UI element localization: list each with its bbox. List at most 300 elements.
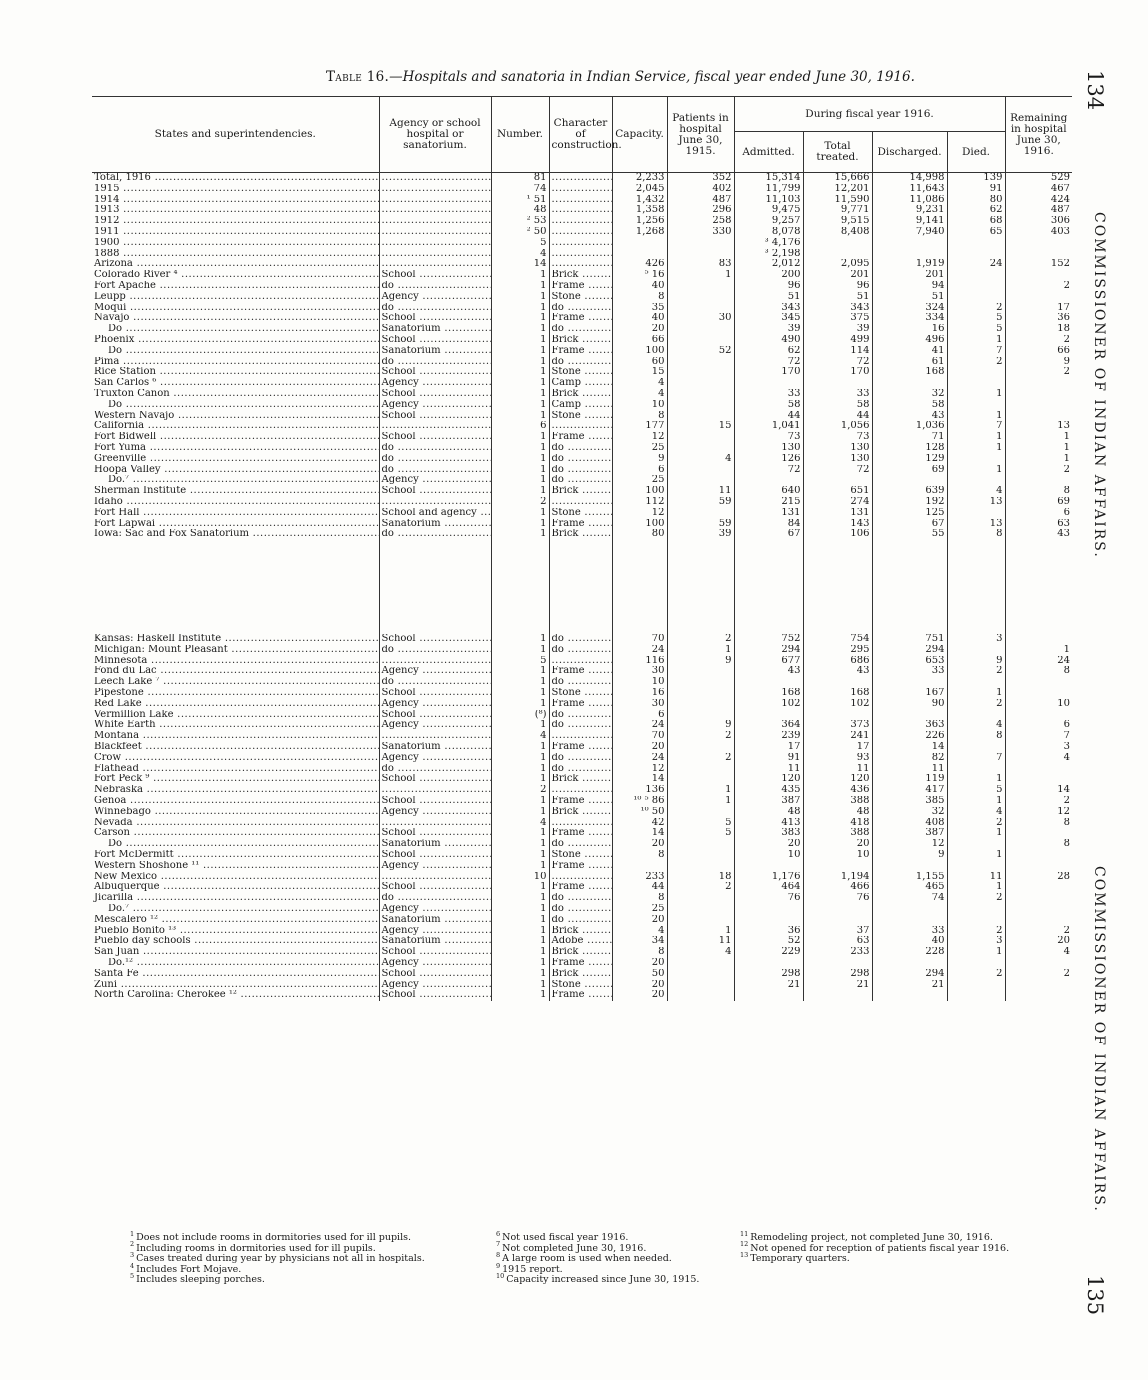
- cell-treated: 10: [803, 850, 872, 861]
- cell-agency: [379, 173, 491, 184]
- cell-capacity: 20: [612, 839, 667, 850]
- cell-admitted: 298: [734, 969, 803, 980]
- cell-died: [947, 270, 1005, 281]
- cell-agency: School .....: [379, 969, 491, 980]
- cell-admitted: 677: [734, 656, 803, 667]
- cell-died: 7: [947, 421, 1005, 432]
- cell-discharged: 228: [872, 947, 947, 958]
- cell-patients: [667, 710, 734, 721]
- cell-discharged: 496: [872, 335, 947, 346]
- cell-remaining: 152: [1005, 259, 1072, 270]
- row-name: Crow .....: [92, 753, 379, 764]
- row-name: Santa Fe .....: [92, 969, 379, 980]
- row-name: White Earth .....: [92, 720, 379, 731]
- cell-discharged: [872, 710, 947, 721]
- cell-treated: 754: [803, 634, 872, 645]
- cell-discharged: 41: [872, 346, 947, 357]
- row-name: Genoa .....: [92, 796, 379, 807]
- cell-died: 1: [947, 688, 1005, 699]
- cell-admitted: 15,314: [734, 173, 803, 184]
- cell-agency: Agency .....: [379, 699, 491, 710]
- hospitals-table: [92, 96, 1072, 1001]
- cell-remaining: 14: [1005, 785, 1072, 796]
- cell-admitted: 10: [734, 850, 803, 861]
- cell-number: (⁸): [491, 710, 549, 721]
- cell-died: 2: [947, 969, 1005, 980]
- table-row: [92, 378, 1072, 389]
- cell-admitted: 11,103: [734, 195, 803, 206]
- cell-construction: Frame .....: [549, 666, 612, 677]
- table-row: [92, 346, 1072, 357]
- cell-patients: [667, 238, 734, 249]
- row-name: Red Lake .....: [92, 699, 379, 710]
- row-name: 1913 .....: [92, 205, 379, 216]
- cell-construction: Brick .....: [549, 774, 612, 785]
- cell-patients: [667, 443, 734, 454]
- table-row: [92, 926, 1072, 937]
- cell-died: [947, 710, 1005, 721]
- cell-admitted: 67: [734, 529, 803, 540]
- row-name: Fort Apache .....: [92, 281, 379, 292]
- table-row: [92, 839, 1072, 850]
- cell-agency: Agency .....: [379, 400, 491, 411]
- cell-capacity: 10: [612, 400, 667, 411]
- cell-remaining: 43: [1005, 529, 1072, 540]
- cell-died: 1: [947, 335, 1005, 346]
- cell-agency: do .....: [379, 764, 491, 775]
- cell-discharged: 653: [872, 656, 947, 667]
- cell-treated: 102: [803, 699, 872, 710]
- cell-discharged: 51: [872, 292, 947, 303]
- cell-capacity: [612, 861, 667, 872]
- cell-remaining: [1005, 764, 1072, 775]
- cell-admitted: 43: [734, 666, 803, 677]
- cell-discharged: [872, 861, 947, 872]
- cell-agency: School and agency .....: [379, 508, 491, 519]
- cell-remaining: [1005, 850, 1072, 861]
- page-number-top: 134: [1083, 70, 1107, 111]
- cell-agency: School .....: [379, 432, 491, 443]
- header-admitted: Admitted.: [734, 132, 803, 173]
- cell-capacity: 100: [612, 346, 667, 357]
- cell-patients: 11: [667, 936, 734, 947]
- table-row: [92, 882, 1072, 893]
- cell-patients: 5: [667, 828, 734, 839]
- cell-treated: [803, 861, 872, 872]
- cell-number: 1: [491, 774, 549, 785]
- cell-discharged: 751: [872, 634, 947, 645]
- row-name: Hoopa Valley .....: [92, 465, 379, 476]
- cell-discharged: [872, 475, 947, 486]
- cell-admitted: 48: [734, 807, 803, 818]
- cell-capacity: 1,256: [612, 216, 667, 227]
- cell-treated: 168: [803, 688, 872, 699]
- cell-capacity: 1,432: [612, 195, 667, 206]
- cell-capacity: 20: [612, 990, 667, 1001]
- cell-patients: [667, 969, 734, 980]
- cell-patients: 296: [667, 205, 734, 216]
- cell-number: 1: [491, 742, 549, 753]
- cell-discharged: [872, 958, 947, 969]
- cell-discharged: [872, 904, 947, 915]
- cell-remaining: 6: [1005, 720, 1072, 731]
- cell-died: 1: [947, 432, 1005, 443]
- cell-treated: 143: [803, 519, 872, 530]
- row-name: Do.⁷ .....: [92, 904, 379, 915]
- cell-agency: [379, 497, 491, 508]
- cell-remaining: [1005, 475, 1072, 486]
- cell-died: 1: [947, 882, 1005, 893]
- cell-number: 1: [491, 753, 549, 764]
- cell-patients: 5: [667, 818, 734, 829]
- cell-number: 1: [491, 688, 549, 699]
- cell-admitted: 1,041: [734, 421, 803, 432]
- cell-number: 6: [491, 421, 549, 432]
- cell-patients: 2: [667, 731, 734, 742]
- cell-agency: [379, 227, 491, 238]
- cell-construction: Frame .....: [549, 346, 612, 357]
- cell-remaining: [1005, 270, 1072, 281]
- cell-admitted: 168: [734, 688, 803, 699]
- cell-agency: School .....: [379, 634, 491, 645]
- cell-capacity: 100: [612, 486, 667, 497]
- cell-patients: 1: [667, 270, 734, 281]
- cell-discharged: [872, 238, 947, 249]
- cell-construction: Frame .....: [549, 796, 612, 807]
- cell-patients: 2: [667, 882, 734, 893]
- row-name: Kansas: Haskell Institute .....: [92, 634, 379, 645]
- cell-construction: Brick .....: [549, 529, 612, 540]
- cell-agency: [379, 249, 491, 260]
- row-name: Total, 1916 .....: [92, 173, 379, 184]
- cell-construction: [549, 249, 612, 260]
- row-name: Sherman Institute .....: [92, 486, 379, 497]
- cell-capacity: 177: [612, 421, 667, 432]
- table-row: [92, 828, 1072, 839]
- cell-agency: [379, 238, 491, 249]
- cell-treated: 39: [803, 324, 872, 335]
- row-name: Minnesota .....: [92, 656, 379, 667]
- cell-discharged: 324: [872, 303, 947, 314]
- cell-died: 68: [947, 216, 1005, 227]
- cell-construction: [549, 818, 612, 829]
- cell-capacity: 233: [612, 872, 667, 883]
- row-name: Do .....: [92, 839, 379, 850]
- cell-treated: 241: [803, 731, 872, 742]
- cell-capacity: 50: [612, 969, 667, 980]
- row-name: Western Navajo .....: [92, 411, 379, 422]
- cell-patients: [667, 357, 734, 368]
- cell-capacity: ¹⁰ 50: [612, 807, 667, 818]
- cell-agency: [379, 205, 491, 216]
- cell-remaining: 2: [1005, 969, 1072, 980]
- row-name: Pueblo day schools .....: [92, 936, 379, 947]
- cell-capacity: 9: [612, 454, 667, 465]
- cell-agency: Sanatorium .....: [379, 346, 491, 357]
- cell-construction: do .....: [549, 915, 612, 926]
- table-row: [92, 259, 1072, 270]
- cell-capacity: 20: [612, 742, 667, 753]
- cell-remaining: 12: [1005, 807, 1072, 818]
- row-name: Leech Lake ⁷ .....: [92, 677, 379, 688]
- cell-died: 1: [947, 850, 1005, 861]
- cell-number: 1: [491, 893, 549, 904]
- cell-treated: 73: [803, 432, 872, 443]
- cell-admitted: 17: [734, 742, 803, 753]
- cell-capacity: 80: [612, 529, 667, 540]
- header-construction: Character of construction.: [549, 97, 612, 173]
- cell-agency: do .....: [379, 357, 491, 368]
- cell-capacity: 12: [612, 432, 667, 443]
- cell-admitted: 39: [734, 324, 803, 335]
- cell-treated: 298: [803, 969, 872, 980]
- cell-agency: School .....: [379, 367, 491, 378]
- cell-patients: [667, 465, 734, 476]
- cell-discharged: 32: [872, 389, 947, 400]
- table-row: [92, 238, 1072, 249]
- cell-died: [947, 238, 1005, 249]
- row-name: Do.⁷ .....: [92, 475, 379, 486]
- cell-admitted: 383: [734, 828, 803, 839]
- cell-remaining: [1005, 915, 1072, 926]
- cell-treated: 63: [803, 936, 872, 947]
- cell-treated: 2,095: [803, 259, 872, 270]
- cell-number: 1: [491, 634, 549, 645]
- table-row: [92, 861, 1072, 872]
- table-row: [92, 529, 1072, 540]
- cell-number: 14: [491, 259, 549, 270]
- cell-treated: 295: [803, 645, 872, 656]
- cell-remaining: [1005, 238, 1072, 249]
- cell-construction: Brick .....: [549, 807, 612, 818]
- cell-agency: School .....: [379, 882, 491, 893]
- cell-number: 1: [491, 357, 549, 368]
- row-name: Blackfeet .....: [92, 742, 379, 753]
- table-row: [92, 872, 1072, 883]
- cell-died: 1: [947, 389, 1005, 400]
- footnote: $^{12}$ Not opened for reception of patients fiscal year 1916.: [740, 1240, 1010, 1254]
- cell-remaining: 487: [1005, 205, 1072, 216]
- cell-remaining: 1: [1005, 645, 1072, 656]
- header-row-1: [92, 97, 1072, 132]
- cell-patients: [667, 281, 734, 292]
- row-name: Fort Yuma .....: [92, 443, 379, 454]
- cell-patients: 4: [667, 454, 734, 465]
- cell-treated: 373: [803, 720, 872, 731]
- cell-patients: 15: [667, 421, 734, 432]
- cell-admitted: ³ 4,176: [734, 238, 803, 249]
- cell-construction: Stone .....: [549, 688, 612, 699]
- cell-number: 1: [491, 292, 549, 303]
- cell-admitted: 73: [734, 432, 803, 443]
- cell-discharged: 387: [872, 828, 947, 839]
- cell-died: 11: [947, 872, 1005, 883]
- cell-died: [947, 839, 1005, 850]
- cell-patients: 59: [667, 519, 734, 530]
- cell-treated: 9,771: [803, 205, 872, 216]
- cell-died: 2: [947, 893, 1005, 904]
- cell-agency: Agency .....: [379, 666, 491, 677]
- cell-construction: Frame .....: [549, 742, 612, 753]
- cell-died: 80: [947, 195, 1005, 206]
- cell-construction: [549, 184, 612, 195]
- header-remaining: Remaining in hospital June 30, 1916.: [1005, 97, 1072, 173]
- cell-number: 1: [491, 699, 549, 710]
- footnote: $^2$ Including rooms in dormitories used for ill pupils.: [130, 1240, 376, 1254]
- cell-treated: [803, 904, 872, 915]
- table-gap: [92, 540, 1072, 634]
- cell-remaining: 66: [1005, 346, 1072, 357]
- cell-capacity: 15: [612, 367, 667, 378]
- header-capacity: Capacity.: [612, 97, 667, 173]
- cell-capacity: 35: [612, 303, 667, 314]
- header-patients: Patients in hospital June 30, 1915.: [667, 97, 734, 173]
- cell-construction: do .....: [549, 677, 612, 688]
- cell-agency: [379, 785, 491, 796]
- cell-patients: 258: [667, 216, 734, 227]
- cell-patients: 4: [667, 947, 734, 958]
- cell-agency: Agency .....: [379, 378, 491, 389]
- cell-remaining: 2: [1005, 335, 1072, 346]
- cell-patients: [667, 915, 734, 926]
- cell-discharged: [872, 378, 947, 389]
- cell-admitted: 36: [734, 926, 803, 937]
- cell-construction: do .....: [549, 475, 612, 486]
- cell-construction: [549, 497, 612, 508]
- cell-agency: Agency .....: [379, 926, 491, 937]
- cell-died: 5: [947, 313, 1005, 324]
- cell-admitted: 239: [734, 731, 803, 742]
- cell-patients: [667, 958, 734, 969]
- cell-died: [947, 645, 1005, 656]
- table-row: [92, 774, 1072, 785]
- cell-construction: do .....: [549, 753, 612, 764]
- row-name: Fort Peck ⁹ .....: [92, 774, 379, 785]
- row-name: Fort McDermitt .....: [92, 850, 379, 861]
- cell-died: 3: [947, 936, 1005, 947]
- cell-treated: 51: [803, 292, 872, 303]
- cell-died: 13: [947, 497, 1005, 508]
- cell-patients: 487: [667, 195, 734, 206]
- cell-died: 91: [947, 184, 1005, 195]
- cell-discharged: 128: [872, 443, 947, 454]
- cell-admitted: 51: [734, 292, 803, 303]
- cell-died: [947, 249, 1005, 260]
- cell-construction: do .....: [549, 720, 612, 731]
- table-row: [92, 216, 1072, 227]
- cell-remaining: 2: [1005, 926, 1072, 937]
- cell-number: 1: [491, 980, 549, 991]
- cell-construction: Stone .....: [549, 292, 612, 303]
- table-row: [92, 666, 1072, 677]
- cell-admitted: 200: [734, 270, 803, 281]
- cell-treated: 96: [803, 281, 872, 292]
- cell-remaining: 8: [1005, 666, 1072, 677]
- cell-construction: do .....: [549, 324, 612, 335]
- cell-treated: [803, 249, 872, 260]
- cell-treated: 93: [803, 753, 872, 764]
- cell-discharged: 94: [872, 281, 947, 292]
- cell-construction: do .....: [549, 634, 612, 645]
- cell-remaining: [1005, 688, 1072, 699]
- cell-number: 1: [491, 475, 549, 486]
- cell-capacity: 1,268: [612, 227, 667, 238]
- cell-capacity: 8: [612, 292, 667, 303]
- cell-remaining: 2: [1005, 367, 1072, 378]
- row-name: Iowa: Sac and Fox Sanatorium .....: [92, 529, 379, 540]
- cell-admitted: 343: [734, 303, 803, 314]
- cell-construction: Frame .....: [549, 699, 612, 710]
- table-row: [92, 411, 1072, 422]
- cell-agency: School .....: [379, 389, 491, 400]
- cell-admitted: ³ 2,198: [734, 249, 803, 260]
- cell-died: 4: [947, 720, 1005, 731]
- cell-number: 48: [491, 205, 549, 216]
- cell-admitted: 102: [734, 699, 803, 710]
- cell-number: 4: [491, 249, 549, 260]
- cell-admitted: [734, 904, 803, 915]
- cell-agency: do .....: [379, 281, 491, 292]
- cell-capacity: [612, 238, 667, 249]
- row-name: Do .....: [92, 324, 379, 335]
- row-name: 1915 .....: [92, 184, 379, 195]
- cell-discharged: 55: [872, 529, 947, 540]
- cell-treated: 388: [803, 828, 872, 839]
- cell-treated: [803, 677, 872, 688]
- cell-died: [947, 861, 1005, 872]
- cell-number: 1: [491, 936, 549, 947]
- cell-capacity: 116: [612, 656, 667, 667]
- row-name: Carson .....: [92, 828, 379, 839]
- cell-number: 1: [491, 443, 549, 454]
- cell-discharged: 21: [872, 980, 947, 991]
- cell-admitted: 752: [734, 634, 803, 645]
- cell-patients: 9: [667, 720, 734, 731]
- cell-agency: Agency .....: [379, 753, 491, 764]
- row-name: Rice Station .....: [92, 367, 379, 378]
- cell-died: 2: [947, 818, 1005, 829]
- cell-number: 1: [491, 915, 549, 926]
- cell-patients: [667, 839, 734, 850]
- cell-patients: 59: [667, 497, 734, 508]
- cell-agency: Agency .....: [379, 980, 491, 991]
- cell-died: [947, 980, 1005, 991]
- cell-admitted: [734, 475, 803, 486]
- table-row: [92, 454, 1072, 465]
- cell-treated: 72: [803, 357, 872, 368]
- cell-remaining: [1005, 710, 1072, 721]
- cell-number: 1: [491, 828, 549, 839]
- cell-patients: [667, 666, 734, 677]
- cell-remaining: [1005, 378, 1072, 389]
- cell-treated: 58: [803, 400, 872, 411]
- cell-treated: 131: [803, 508, 872, 519]
- cell-capacity: 2,045: [612, 184, 667, 195]
- footnotes-column-1: [130, 1229, 496, 1286]
- cell-capacity: 8: [612, 411, 667, 422]
- cell-admitted: 72: [734, 357, 803, 368]
- cell-number: 1: [491, 411, 549, 422]
- cell-number: 1: [491, 335, 549, 346]
- cell-treated: 33: [803, 389, 872, 400]
- row-name: Do.¹² .....: [92, 958, 379, 969]
- table-row: [92, 818, 1072, 829]
- cell-admitted: 640: [734, 486, 803, 497]
- cell-capacity: 20: [612, 324, 667, 335]
- cell-admitted: 58: [734, 400, 803, 411]
- cell-number: 1: [491, 839, 549, 850]
- cell-construction: Frame .....: [549, 281, 612, 292]
